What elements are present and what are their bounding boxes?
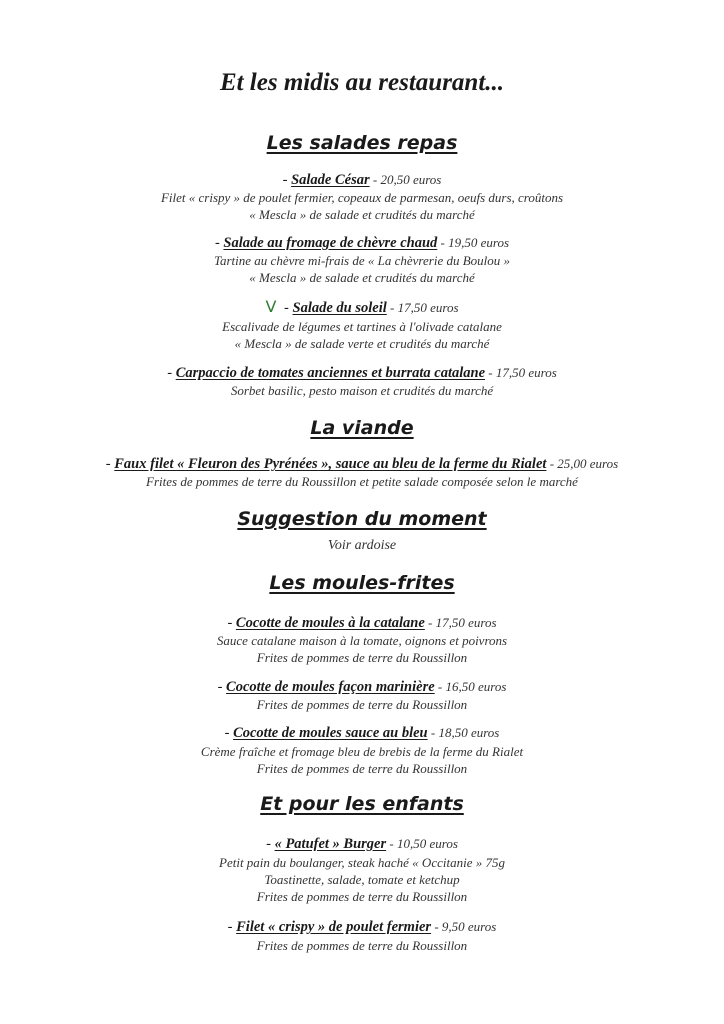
item-description: Frites de pommes de terre du Roussillon xyxy=(256,697,468,712)
menu-item-moules-mariniere: - Cocotte de moules façon marinière - 16,50 euros xyxy=(217,679,507,695)
item-name: Cocotte de moules à la catalane xyxy=(235,615,425,631)
item-description: Petit pain du boulanger, steak haché « Occitanie » 75g xyxy=(219,855,505,870)
page-title: Et les midis au restaurant... xyxy=(219,69,505,96)
item-name: « Patufet » Burger xyxy=(274,836,387,852)
item-name: Salade du soleil xyxy=(292,300,387,316)
section-title-salades: Les salades repas xyxy=(266,132,458,154)
section-title-viande: La viande xyxy=(310,417,414,439)
menu-item-patufet-burger: - « Patufet » Burger - 10,50 euros xyxy=(266,836,458,852)
item-description: « Mescla » de salade et crudités du marché xyxy=(249,270,475,285)
item-name: Salade au fromage de chèvre chaud xyxy=(223,235,438,251)
menu-item-filet-crispy: - Filet « crispy » de poulet fermier - 9,50 euros xyxy=(227,919,497,935)
item-description: Frites de pommes de terre du Roussillon xyxy=(256,889,468,904)
item-name: Cocotte de moules façon marinière xyxy=(226,679,435,695)
item-price: - 10,50 euros xyxy=(386,836,458,851)
menu-item-salade-cesar: - Salade César - 20,50 euros xyxy=(282,172,442,188)
item-description: Frites de pommes de terre du Roussillon xyxy=(256,938,468,953)
suggestion-text: Voir ardoise xyxy=(327,538,397,553)
menu-item-moules-bleu: - Cocotte de moules sauce au bleu - 18,50 euros xyxy=(224,725,500,741)
item-description: Sauce catalane maison à la tomate, oignons et poivrons xyxy=(216,633,508,648)
item-description: Tartine au chèvre mi-frais de « La chèvrerie du Boulou » xyxy=(213,253,511,268)
section-title-suggestion: Suggestion du moment xyxy=(237,508,487,530)
item-description: « Mescla » de salade verte et crudités du marché xyxy=(234,336,490,351)
item-price: - 17,50 euros xyxy=(485,365,557,380)
item-price: - 19,50 euros xyxy=(437,235,510,250)
item-price: - 25,00 euros xyxy=(546,456,619,471)
menu-item-salade-chevre: - Salade au fromage de chèvre chaud - 19,50 euros xyxy=(214,235,510,251)
menu-item-faux-filet: - Faux filet « Fleuron des Pyrénées », sauce au bleu de la ferme du Rialet - 25,00 euros xyxy=(105,456,619,472)
item-name: Filet « crispy » de poulet fermier xyxy=(236,919,432,935)
item-name: Carpaccio de tomates anciennes et burrata catalane xyxy=(175,365,486,381)
menu-item-moules-catalane: - Cocotte de moules à la catalane - 17,50 euros xyxy=(227,615,497,631)
item-description: Crème fraîche et fromage bleu de brebis de la ferme du Rialet xyxy=(200,744,524,759)
item-price: - 16,50 euros xyxy=(434,679,507,694)
item-price: - 9,50 euros xyxy=(431,919,497,934)
item-description: Frites de pommes de terre du Roussillon xyxy=(256,761,468,776)
item-price: - 20,50 euros xyxy=(369,172,442,187)
section-title-enfants: Et pour les enfants xyxy=(260,793,464,815)
item-description: Escalivade de légumes et tartines à l'olivade catalane xyxy=(222,319,502,334)
item-name: Cocotte de moules sauce au bleu xyxy=(233,725,428,741)
item-description: Toastinette, salade, tomate et ketchup xyxy=(264,872,460,887)
vegetarian-icon: V xyxy=(265,297,277,316)
item-description: Filet « crispy » de poulet fermier, copeaux de parmesan, oeufs durs, croûtons xyxy=(160,190,564,205)
section-title-moules: Les moules-frites xyxy=(269,572,455,594)
menu-item-salade-soleil: V - Salade du soleil - 17,50 euros xyxy=(265,297,459,316)
item-description: Frites de pommes de terre du Roussillon et petite salade composée selon le marché xyxy=(146,474,578,489)
item-description: « Mescla » de salade et crudités du marché xyxy=(249,207,475,222)
item-price: - 18,50 euros xyxy=(427,725,500,740)
item-price: - 17,50 euros xyxy=(386,300,459,315)
item-price: - 17,50 euros xyxy=(424,615,497,630)
item-name: Faux filet « Fleuron des Pyrénées », sauce au bleu de la ferme du Rialet xyxy=(114,456,547,472)
menu-item-carpaccio: - Carpaccio de tomates anciennes et burrata catalane - 17,50 euros xyxy=(167,365,557,381)
item-description: Sorbet basilic, pesto maison et crudités du marché xyxy=(230,383,494,398)
item-description: Frites de pommes de terre du Roussillon xyxy=(256,650,468,665)
item-name: Salade César xyxy=(291,172,370,188)
